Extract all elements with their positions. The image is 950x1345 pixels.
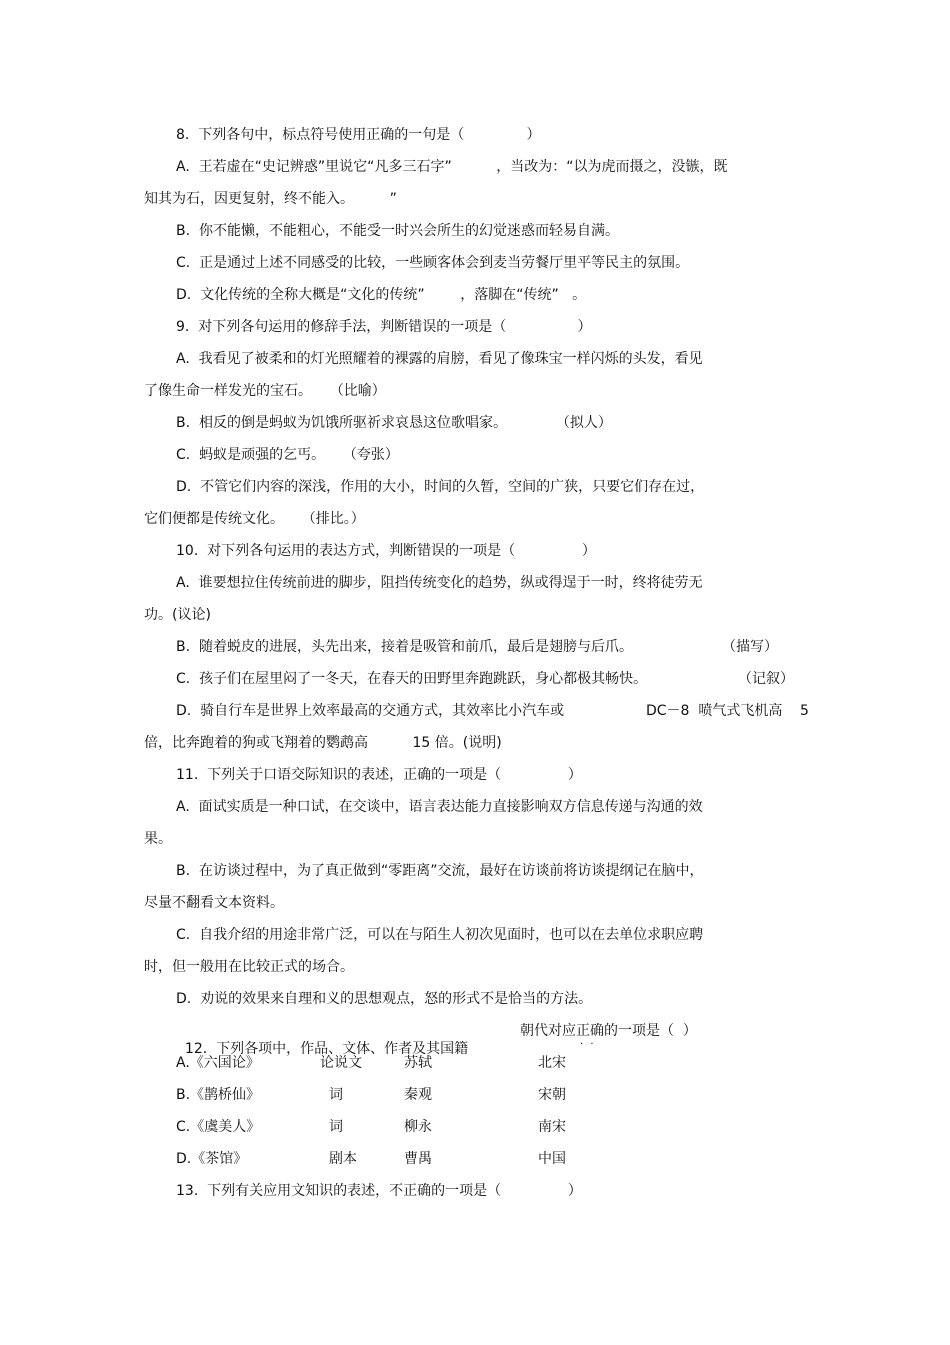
q13-stem: 13. 下列有关应用文知识的表述，不正确的一项是（ ） <box>176 1183 582 1199</box>
q9-stem: 9. 对下列各句运用的修辞手法，判断错误的一项是（ ） <box>176 319 592 335</box>
q11-option-a-line1: A. 面试实质是一种口试，在交谈中，语言表达能力直接影响双方信息传递与沟通的效 <box>176 799 703 815</box>
q8-stem: 8. 下列各句中，标点符号使用正确的一句是（ ） <box>176 127 541 143</box>
q12-row-c-label: C.《虞美人》 <box>176 1119 261 1135</box>
q10-stem: 10. 对下列各句运用的表达方式，判断错误的一项是（ ） <box>176 543 596 559</box>
q12-row-b-era: 宋朝 <box>538 1087 566 1103</box>
q12-row-d-era: 中国 <box>538 1151 566 1167</box>
q9-option-b: B. 相反的倒是蚂蚁为饥饿所驱祈求哀恳这位歌唱家。 （拟人） <box>176 415 612 431</box>
q9-option-d-line2: 它们便都是传统文化。 （排比。） <box>144 511 365 527</box>
q10-option-c-tag: （记叙） <box>738 671 794 687</box>
q12-row-c-author: 柳永 <box>404 1119 432 1135</box>
q12-stem-mid: 朝代对应 <box>520 1023 576 1039</box>
q9-option-a-line2: 了像生命一样发光的宝石。 （比喻） <box>144 383 386 399</box>
q12-stem-start: 12. 下列各项中，作品、文体、作者及其国籍 <box>184 1041 469 1057</box>
q12-row-a-era: 北宋 <box>538 1055 566 1071</box>
q11-option-c-line1: C. 自我介绍的用途非常广泛，可以在与陌生人初次见面时，也可以在去单位求职应聘 <box>176 927 704 943</box>
q12-row-d-author: 曹禺 <box>404 1151 432 1167</box>
q12-row-b-genre: 词 <box>329 1087 343 1103</box>
q12-row-a-label: A.《六国论》 <box>176 1055 260 1071</box>
q11-option-b-line2: 尽量不翻看文本资料。 <box>144 895 284 911</box>
q10-option-a-line1: A. 谁要想拉住传统前进的脚步，阻挡传统变化的趋势，纵或得逞于一时，终将徒劳无 <box>176 575 703 591</box>
q12-row-c-era: 南宋 <box>538 1119 566 1135</box>
q11-option-c-line2: 时，但一般用在比较正式的场合。 <box>144 959 354 975</box>
q11-option-d: D. 劝说的效果来自理和义的思想观点，怒的形式不是恰当的方法。 <box>176 991 593 1007</box>
q11-stem: 11. 下列关于口语交际知识的表述，正确的一项是（ ） <box>176 767 582 783</box>
q11-option-b-line1: B. 在访谈过程中，为了真正做到“零距离”交流，最好在访谈前将访谈提纲记在脑中， <box>176 863 704 879</box>
q10-option-d-line1: D. 骑自行车是世界上效率最高的交通方式，其效率比小汽车或 <box>176 703 565 719</box>
q9-option-a-line1: A. 我看见了被柔和的灯光照耀着的裸露的肩膀，看见了像珠宝一样闪烁的头发，看见 <box>176 351 703 367</box>
q12-stem-tail: 的一项是（ ） <box>604 1023 697 1039</box>
q12-emphasis-word: 正确 · · <box>576 1023 604 1039</box>
q10-option-d-aircraft: DC－8 喷气式飞机高 <box>646 703 783 719</box>
q12-row-b-author: 秦观 <box>404 1087 432 1103</box>
q8-option-c: C. 正是通过上述不同感受的比较，一些顾客体会到麦当劳餐厅里平等民主的氛围。 <box>176 255 690 271</box>
q12-row-b-label: B.《鹊桥仙》 <box>176 1087 261 1103</box>
q12-stem-end <box>520 1022 697 1040</box>
q11-option-a-line2: 果。 <box>144 831 172 847</box>
q8-option-a-line2: 知其为石，因更复射，终不能入。 ” <box>144 191 397 207</box>
q10-option-c: C. 孩子们在屋里闷了一冬天，在春天的田野里奔跑跳跃，身心都极其畅快。 <box>176 671 648 687</box>
q10-option-b-tag: （描写） <box>722 639 778 655</box>
q12-row-c-genre: 词 <box>329 1119 343 1135</box>
q12-row-d-label: D.《茶馆》 <box>176 1151 248 1167</box>
q9-option-d-line1: D. 不管它们内容的深浅，作用的大小，时间的久暂，空间的广狭，只要它们存在过， <box>176 479 705 495</box>
q8-option-d: D. 文化传统的全称大概是“文化的传统” ，落脚在“传统” 。 <box>176 287 587 303</box>
q9-option-c: C. 蚂蚁是顽强的乞丐。 （夸张） <box>176 447 399 463</box>
q10-option-b: B. 随着蜕皮的进展，头先出来，接着是吸管和前爪，最后是翅膀与后爪。 <box>176 639 633 655</box>
q8-option-b: B. 你不能懒，不能粗心，不能受一时兴会所生的幻觉迷惑而轻易自满。 <box>176 223 619 239</box>
q8-option-a-line1: A. 王若虚在“史记辨惑”里说它“凡多三石字” ，当改为：“以为虎而摄之，没镞，既 <box>176 159 728 175</box>
q12-stem <box>176 1022 468 1058</box>
q12-row-a-genre: 论说文 <box>320 1055 362 1071</box>
q12-row-d-genre: 剧本 <box>329 1151 357 1167</box>
q10-option-d-multiplier: 5 <box>800 703 809 719</box>
q10-option-d-line2: 倍，比奔跑着的狗或飞翔着的鹦鹉高 15 倍。(说明) <box>144 735 502 751</box>
q12-row-a-author: 苏轼 <box>404 1055 432 1071</box>
q10-option-a-line2: 功。(议论) <box>144 607 211 623</box>
